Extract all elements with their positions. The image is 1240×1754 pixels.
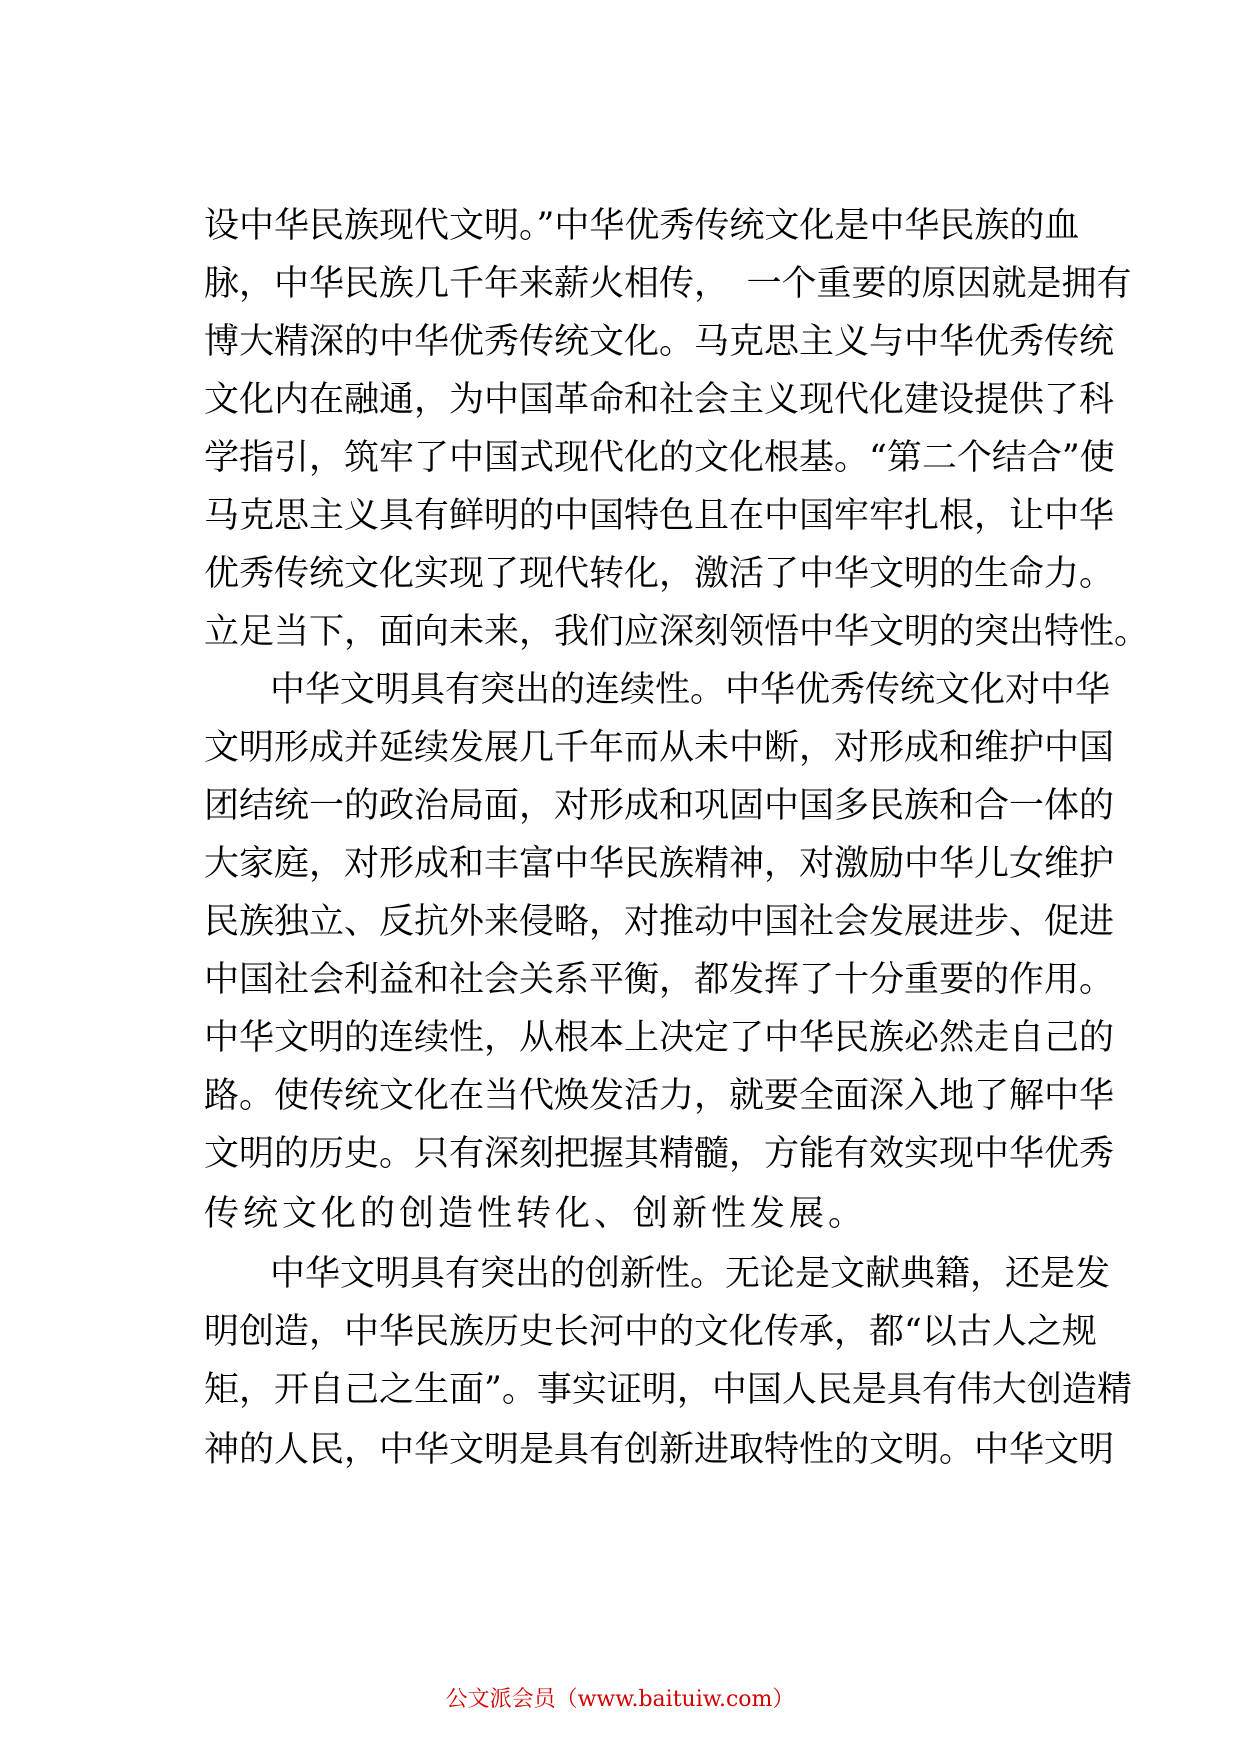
text-line: 神的人民，中华文明是具有创新进取特性的文明。中华文明 — [204, 1430, 1115, 1470]
text-line: 大家庭，对形成和丰富中华民族精神，对激励中华儿女维护 — [204, 844, 1115, 884]
text-line: 明创造，中华民族历史长河中的文化传承，都“以古人之规 — [204, 1312, 1097, 1352]
text-line: 文化内在融通，为中国革命和社会主义现代化建设提供了科 — [204, 380, 1115, 420]
text-line: 立足当下，面向未来，我们应深刻领悟中华文明的突出特性。 — [204, 612, 1150, 652]
paragraph-first-line: 中华文明具有突出的创新性。无论是文献典籍，还是发 — [270, 1254, 1111, 1294]
text-line: 学指引，筑牢了中国式现代化的文化根基。“第二个结合”使 — [204, 438, 1115, 478]
text-line: 中国社会利益和社会关系平衡，都发挥了十分重要的作用。 — [204, 960, 1115, 1000]
text-line: 路。使传统文化在当代焕发活力，就要全面深入地了解中华 — [204, 1076, 1115, 1116]
text-line: 文明形成并延续发展几千年而从未中断，对形成和维护中国 — [204, 728, 1115, 768]
text-line: 博大精深的中华优秀传统文化。马克思主义与中华优秀传统 — [204, 322, 1115, 362]
text-line: 团结统一的政治局面，对形成和巩固中国多民族和合一体的 — [204, 786, 1115, 826]
text-line: 优秀传统文化实现了现代转化，激活了中华文明的生命力。 — [204, 554, 1115, 594]
text-line: 民族独立、反抗外来侵略，对推动中国社会发展进步、促进 — [204, 902, 1115, 942]
text-line: 脉，中华民族几千年来薪火相传， 一个重要的原因就是拥有 — [204, 264, 1132, 304]
text-line: 文明的历史。只有深刻把握其精髓，方能有效实现中华优秀 — [204, 1134, 1115, 1174]
text-line: 矩，开自己之生面”。事实证明，中国人民是具有伟大创造精 — [204, 1370, 1132, 1410]
text-line: 中华文明的连续性，从根本上决定了中华民族必然走自己的 — [204, 1018, 1115, 1058]
text-line: 马克思主义具有鲜明的中国特色且在中国牢牢扎根，让中华 — [204, 496, 1115, 536]
paragraph-last-line: 传统文化的创造性转化、创新性发展。 — [204, 1194, 868, 1234]
paragraph-first-line: 中华文明具有突出的连续性。中华优秀传统文化对中华 — [270, 670, 1111, 710]
footer-watermark-link[interactable]: 公文派会员（www.baituiw.com） — [445, 1687, 795, 1712]
text-line: 设中华民族现代文明。”中华优秀传统文化是中华民族的血 — [204, 206, 1080, 246]
